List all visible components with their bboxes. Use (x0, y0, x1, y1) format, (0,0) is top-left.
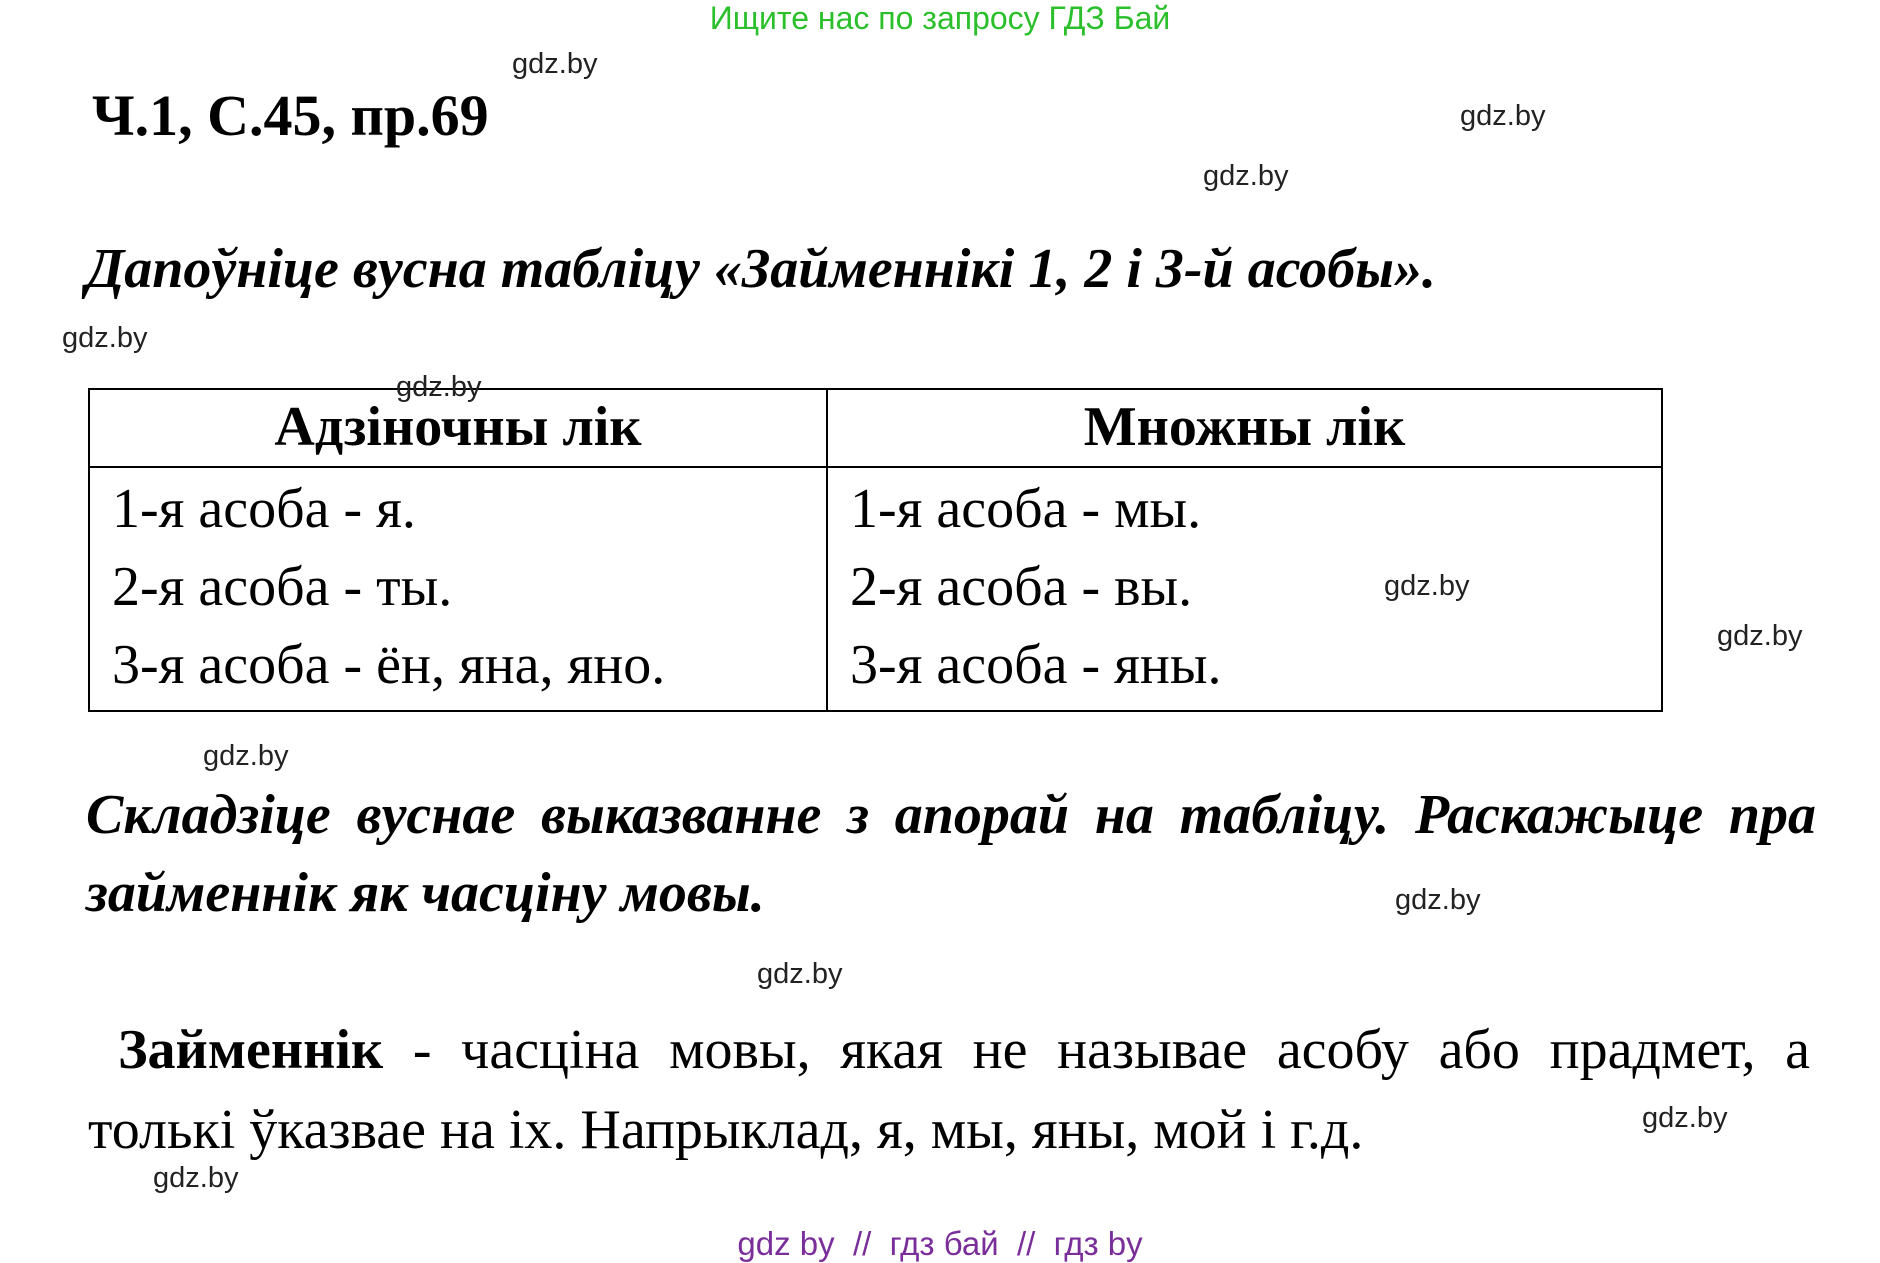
list-item: 2-я асоба - ты. (112, 556, 453, 618)
watermark: gdz.by (1384, 570, 1470, 602)
list-item: 3-я асоба - яны. (850, 634, 1222, 696)
watermark: gdz.by (757, 958, 843, 990)
plural-cell (827, 467, 1662, 711)
watermark: gdz.by (153, 1162, 239, 1194)
task-instruction-2: Складзіце вуснае выказванне з апорай на табліцу. Раскажыце пра займеннік як часціну мовы. (86, 784, 1816, 924)
watermark: gdz.by (512, 48, 598, 80)
search-banner: Ищите нас по запросу ГДЗ Бай (709, 0, 1171, 36)
watermark: gdz.by (1642, 1102, 1728, 1134)
list-item: 1-я асоба - я. (112, 478, 416, 540)
definition-text: - часціна мовы, якая не называе асобу або прадмет, а толькі ўказвае на іх. Напрыклад, я, мы, яны, мой і г.д. (88, 1019, 1810, 1161)
page-title: Ч.1, С.45, пр.69 (92, 83, 489, 148)
list-item: 1-я асоба - мы. (850, 478, 1202, 540)
watermark: gdz.by (1203, 160, 1289, 192)
pronoun-table (88, 388, 1663, 712)
list-item: 3-я асоба - ён, яна, яно. (112, 634, 666, 696)
table-header-row (89, 389, 1662, 467)
list-item: 2-я асоба - вы. (850, 556, 1193, 618)
watermark: gdz.by (396, 371, 482, 403)
watermark: gdz.by (1460, 100, 1546, 132)
watermark: gdz.by (1717, 620, 1803, 652)
definition-term: Займеннік (118, 1019, 384, 1081)
watermark: gdz.by (203, 740, 289, 772)
footer-links: gdz by // гдз бай // гдз by (737, 1225, 1143, 1262)
watermark: gdz.by (62, 322, 148, 354)
watermark: gdz.by (1395, 884, 1481, 916)
column-header-plural: Множны лік (827, 389, 1662, 467)
definition-paragraph (88, 1010, 1810, 1170)
singular-cell (89, 467, 827, 711)
task-instruction-1: Дапоўніце вусна табліцу «Займеннікі 1, 2 і 3-й асобы». (86, 238, 1436, 300)
column-header-singular: Адзіночны лік (89, 389, 827, 467)
